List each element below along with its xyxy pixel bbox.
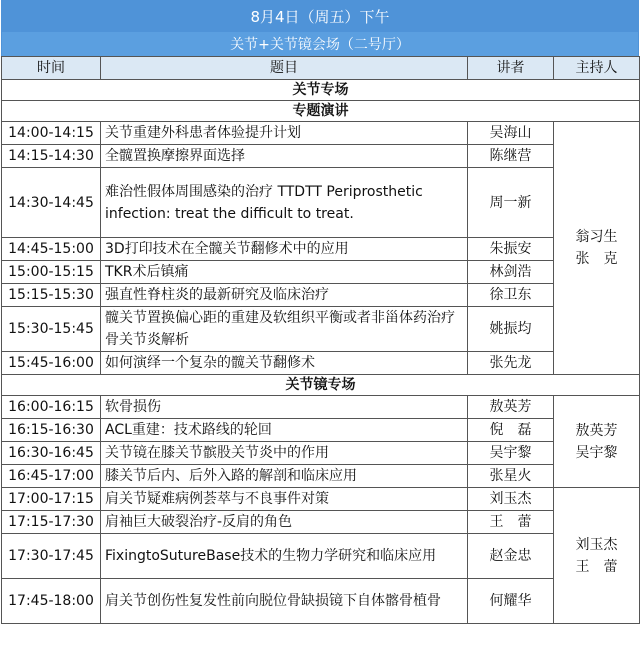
host-cell [554, 488, 640, 624]
speaker-cell: 周一新 [468, 168, 554, 238]
time-cell: 16:30-16:45 [2, 442, 101, 465]
table-row [2, 488, 640, 511]
table-row [2, 122, 640, 145]
speaker-cell: 林剑浩 [468, 261, 554, 284]
table-row [2, 465, 640, 488]
schedule [1, 0, 639, 624]
topic-cell: 全髋置换摩擦界面选择 [101, 145, 468, 168]
host-name: 吴宇黎 [575, 444, 618, 461]
col-host: 主持人 [554, 57, 640, 80]
section-row [2, 80, 640, 101]
section-title: 关节专场 [2, 80, 640, 101]
table-row [2, 419, 640, 442]
section-title: 专题演讲 [2, 101, 640, 122]
section-row [2, 375, 640, 396]
speaker-cell: 吴海山 [468, 122, 554, 145]
speaker-cell: 王 蕾 [468, 511, 554, 534]
topic-cell: 膝关节后内、后外入路的解剖和临床应用 [101, 465, 468, 488]
speaker-cell: 赵金忠 [468, 534, 554, 579]
date-header: 8月4日（周五）下午 [1, 0, 639, 32]
time-cell: 16:15-16:30 [2, 419, 101, 442]
speaker-cell: 刘玉杰 [468, 488, 554, 511]
speaker-cell: 敖英芳 [468, 396, 554, 419]
time-cell: 14:15-14:30 [2, 145, 101, 168]
table-row [2, 396, 640, 419]
table-row [2, 534, 640, 579]
table-row [2, 442, 640, 465]
host-name: 王 蕾 [575, 558, 618, 575]
table-row [2, 145, 640, 168]
speaker-cell: 张先龙 [468, 352, 554, 375]
time-cell: 16:00-16:15 [2, 396, 101, 419]
time-cell: 17:45-18:00 [2, 579, 101, 624]
topic-cell: 关节镜在膝关节髌股关节炎中的作用 [101, 442, 468, 465]
table-row [2, 284, 640, 307]
time-cell: 16:45-17:00 [2, 465, 101, 488]
schedule-table [1, 56, 640, 624]
speaker-cell: 姚振均 [468, 307, 554, 352]
speaker-cell: 何耀华 [468, 579, 554, 624]
speaker-cell: 朱振安 [468, 238, 554, 261]
time-cell: 15:15-15:30 [2, 284, 101, 307]
time-cell: 14:30-14:45 [2, 168, 101, 238]
host-name: 翁习生 [575, 229, 618, 245]
topic-cell: 肩关节创伤性复发性前向脱位骨缺损镜下自体髂骨植骨 [101, 579, 468, 624]
topic-cell: 软骨损伤 [101, 396, 468, 419]
topic-cell: ACL重建：技术路线的轮回 [101, 419, 468, 442]
table-row [2, 352, 640, 375]
table-row [2, 261, 640, 284]
speaker-cell: 陈继营 [468, 145, 554, 168]
topic-cell: 关节重建外科患者体验提升计划 [101, 122, 468, 145]
topic-cell: 肩关节疑难病例荟萃与不良事件对策 [101, 488, 468, 511]
host-name: 张 克 [575, 251, 618, 267]
time-cell: 15:45-16:00 [2, 352, 101, 375]
time-cell: 15:30-15:45 [2, 307, 101, 352]
topic-cell: 强直性脊柱炎的最新研究及临床治疗 [101, 284, 468, 307]
time-cell: 17:30-17:45 [2, 534, 101, 579]
topic-cell: TKR术后镇痛 [101, 261, 468, 284]
topic-cell: 难治性假体周围感染的治疗 TTDTT Periprosthetic infection: treat the difficult to treat. [101, 168, 468, 238]
venue-header: 关节+关节镜会场（二号厅） [1, 32, 639, 56]
time-cell: 14:45-15:00 [2, 238, 101, 261]
section-title: 关节镜专场 [2, 375, 640, 396]
table-row [2, 579, 640, 624]
topic-cell: FixingtoSutureBase技术的生物力学研究和临床应用 [101, 534, 468, 579]
topic-cell: 髋关节置换偏心距的重建及软组织平衡或者非甾体药治疗骨关节炎解析 [101, 307, 468, 352]
table-row [2, 168, 640, 238]
speaker-cell: 徐卫东 [468, 284, 554, 307]
time-cell: 17:15-17:30 [2, 511, 101, 534]
section-row [2, 101, 640, 122]
col-time: 时间 [2, 57, 101, 80]
time-cell: 15:00-15:15 [2, 261, 101, 284]
table-row [2, 307, 640, 352]
col-topic: 题目 [101, 57, 468, 80]
speaker-cell: 倪 磊 [468, 419, 554, 442]
time-cell: 17:00-17:15 [2, 488, 101, 511]
topic-cell: 肩袖巨大破裂治疗-反肩的角色 [101, 511, 468, 534]
speaker-cell: 吴宇黎 [468, 442, 554, 465]
topic-cell: 3D打印技术在全髋关节翻修术中的应用 [101, 238, 468, 261]
column-header-row [2, 57, 640, 80]
time-cell: 14:00-14:15 [2, 122, 101, 145]
host-name: 刘玉杰 [575, 536, 618, 553]
speaker-cell: 张星火 [468, 465, 554, 488]
table-row [2, 238, 640, 261]
host-name: 敖英芳 [575, 422, 618, 439]
host-cell [554, 122, 640, 375]
topic-cell: 如何演绎一个复杂的髋关节翻修术 [101, 352, 468, 375]
col-speaker: 讲者 [468, 57, 554, 80]
table-row [2, 511, 640, 534]
host-cell [554, 396, 640, 488]
